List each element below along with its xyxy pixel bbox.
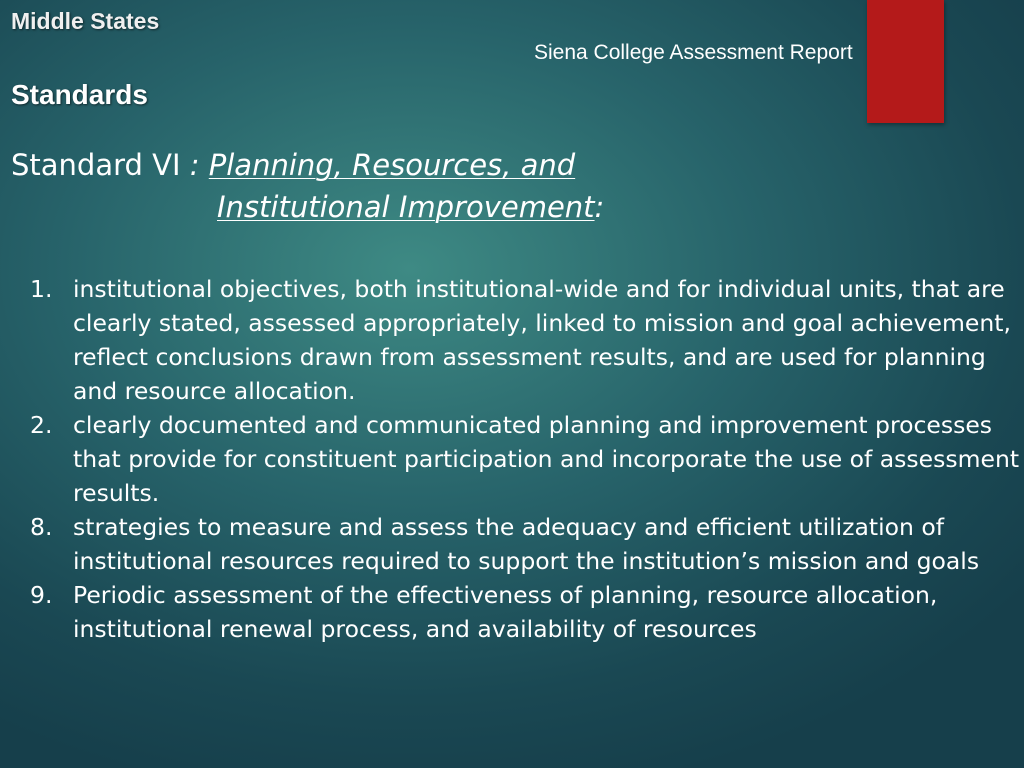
standard-prefix: Standard VI (11, 148, 181, 182)
list-item-text: strategies to measure and assess the adequacy and efficient utilization of institutional resources required to support the institution’s mission and goals (73, 513, 980, 575)
criteria-list (30, 272, 1020, 646)
list-item-number: 1. (30, 275, 53, 303)
list-item-number: 8. (30, 513, 53, 541)
standard-separator: : (180, 148, 209, 182)
standard-heading-continued (217, 190, 604, 224)
standard-name-line1: Planning, Resources, and (208, 148, 576, 182)
list-item-text: clearly documented and communicated planning and improvement processes that provide for constituent participation and incorporate the use of assessment results. (73, 411, 1020, 507)
list-item (30, 578, 1020, 646)
list-item (30, 510, 1020, 578)
report-subtitle: Siena College Assessment Report (534, 41, 853, 64)
header-title: Middle States (11, 8, 160, 34)
list-item-text: institutional objectives, both institutional-wide and for individual units, that are clearly stated, assessed appropriately, linked to mission and goal achievement, reflect conclusions drawn from assessment results, and are used for planning and resource allocation. (73, 275, 1011, 405)
list-item (30, 272, 1020, 408)
standard-name-line2: Institutional Improvement (217, 190, 595, 224)
standard-heading (11, 148, 575, 182)
list-item-text: Periodic assessment of the effectiveness of planning, resource allocation, institutional renewal process, and availability of resources (73, 581, 938, 643)
list-item-number: 9. (30, 581, 53, 609)
list-item (30, 408, 1020, 510)
list-item-number: 2. (30, 411, 53, 439)
red-accent-tab (867, 0, 944, 123)
standard-colon: : (594, 190, 605, 224)
section-heading: Standards (11, 79, 148, 110)
